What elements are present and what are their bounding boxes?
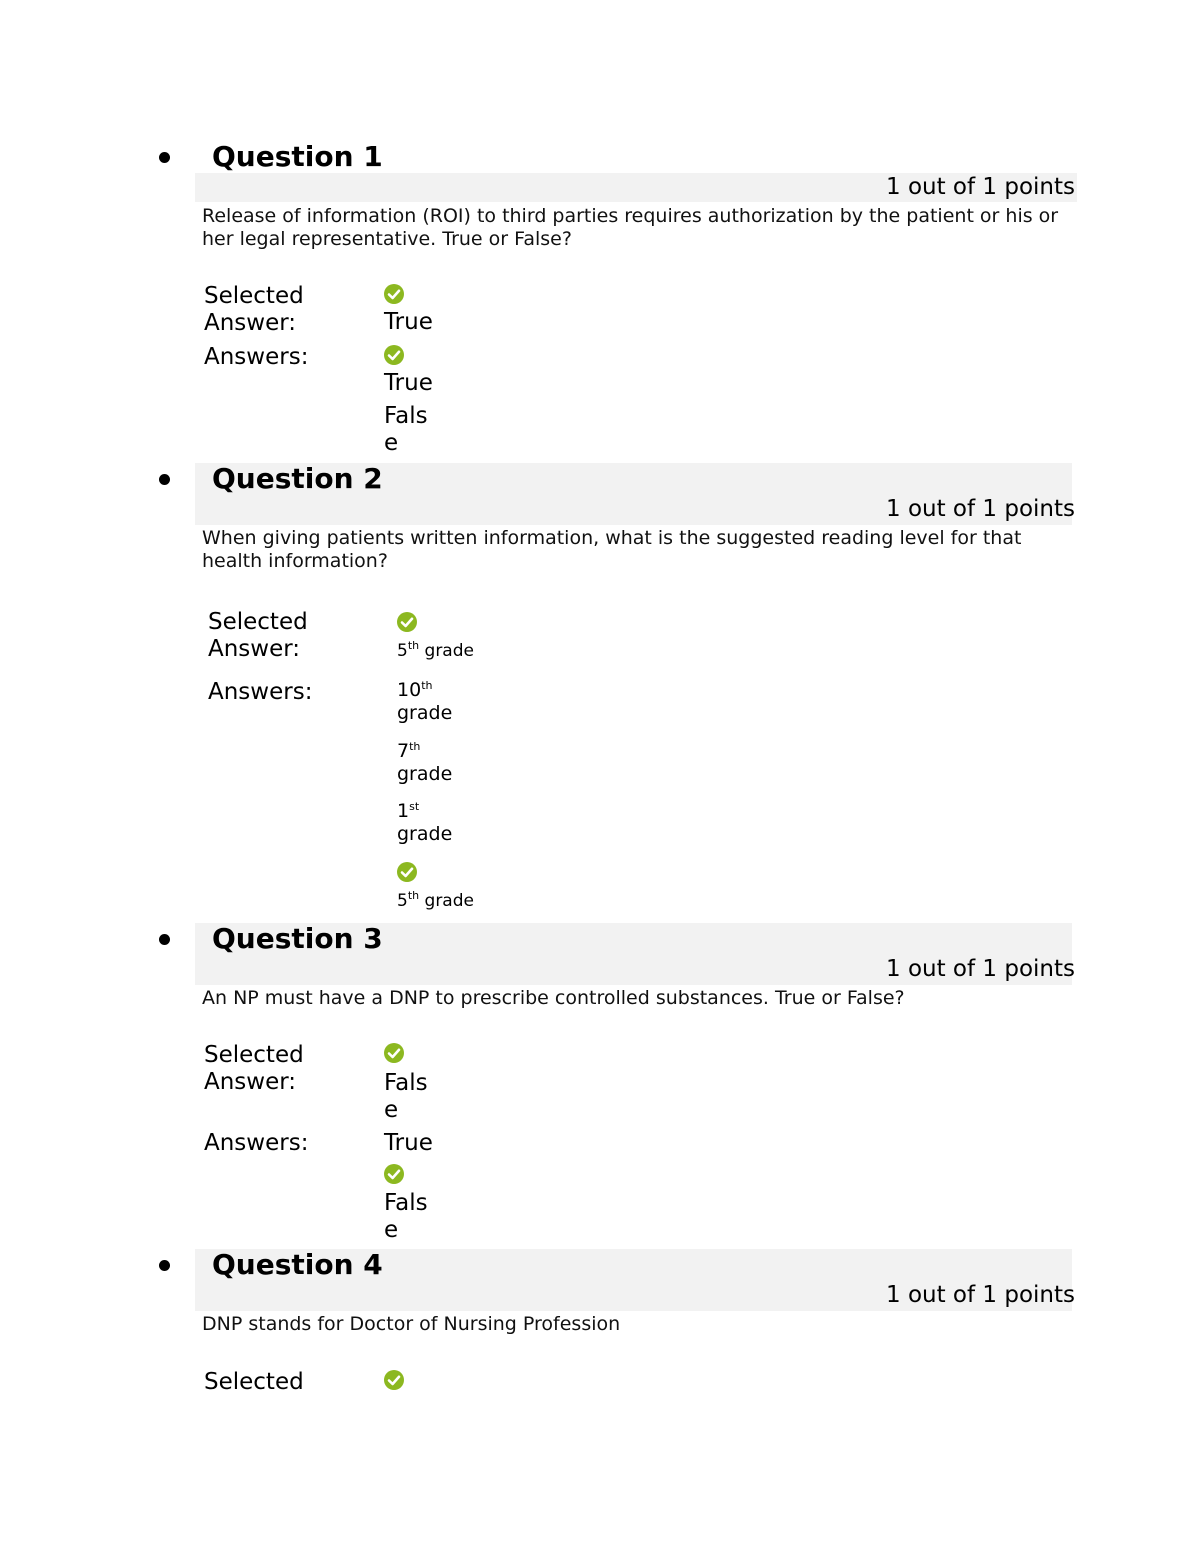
- correct-check-icon: [384, 345, 404, 365]
- bullet: [159, 152, 170, 163]
- correct-check-icon: [397, 612, 417, 632]
- answer-option: 10th grade: [397, 679, 453, 724]
- selected-answer-label: Selected: [204, 1369, 304, 1395]
- selected-answer-value: False: [384, 1070, 428, 1123]
- answers-label: Answers:: [204, 1130, 309, 1156]
- answer-option: 7th grade: [397, 740, 453, 785]
- answer-option: True: [384, 370, 433, 396]
- selected-answer-value: 5th grade: [397, 639, 474, 661]
- answer-option: 1st grade: [397, 800, 453, 845]
- correct-check-icon: [384, 284, 404, 304]
- points-score: 1 out of 1 points: [886, 496, 1075, 522]
- points-score: 1 out of 1 points: [886, 1282, 1075, 1308]
- answer-option: True: [384, 1130, 433, 1156]
- question-text: Release of information (ROI) to third parties requires authorization by the patient or his or her legal representative. True or False?: [202, 205, 1059, 250]
- selected-answer-label: Selected Answer:: [204, 1042, 304, 1095]
- question-title: Question 4: [212, 1248, 383, 1281]
- bullet: [159, 474, 170, 485]
- question-text: DNP stands for Doctor of Nursing Profession: [202, 1313, 621, 1335]
- bullet: [159, 1260, 170, 1271]
- selected-answer-label: Selected Answer:: [208, 609, 308, 662]
- selected-answer-value: True: [384, 309, 433, 335]
- correct-check-icon: [397, 862, 417, 882]
- answer-option: False: [384, 403, 428, 456]
- question-text: When giving patients written information, what is the suggested reading level for that health information?: [202, 527, 1022, 572]
- answer-option: 5th grade: [397, 889, 474, 911]
- correct-check-icon: [384, 1164, 404, 1184]
- points-score: 1 out of 1 points: [886, 174, 1075, 200]
- correct-check-icon: [384, 1043, 404, 1063]
- answer-option: False: [384, 1190, 428, 1243]
- answers-label: Answers:: [204, 344, 309, 370]
- answers-label: Answers:: [208, 679, 313, 705]
- points-score: 1 out of 1 points: [886, 956, 1075, 982]
- question-title: Question 1: [212, 140, 383, 173]
- correct-check-icon: [384, 1370, 404, 1390]
- bullet: [159, 934, 170, 945]
- selected-answer-label: Selected Answer:: [204, 283, 304, 336]
- question-title: Question 3: [212, 922, 383, 955]
- question-text: An NP must have a DNP to prescribe controlled substances. True or False?: [202, 987, 905, 1009]
- question-title: Question 2: [212, 462, 383, 495]
